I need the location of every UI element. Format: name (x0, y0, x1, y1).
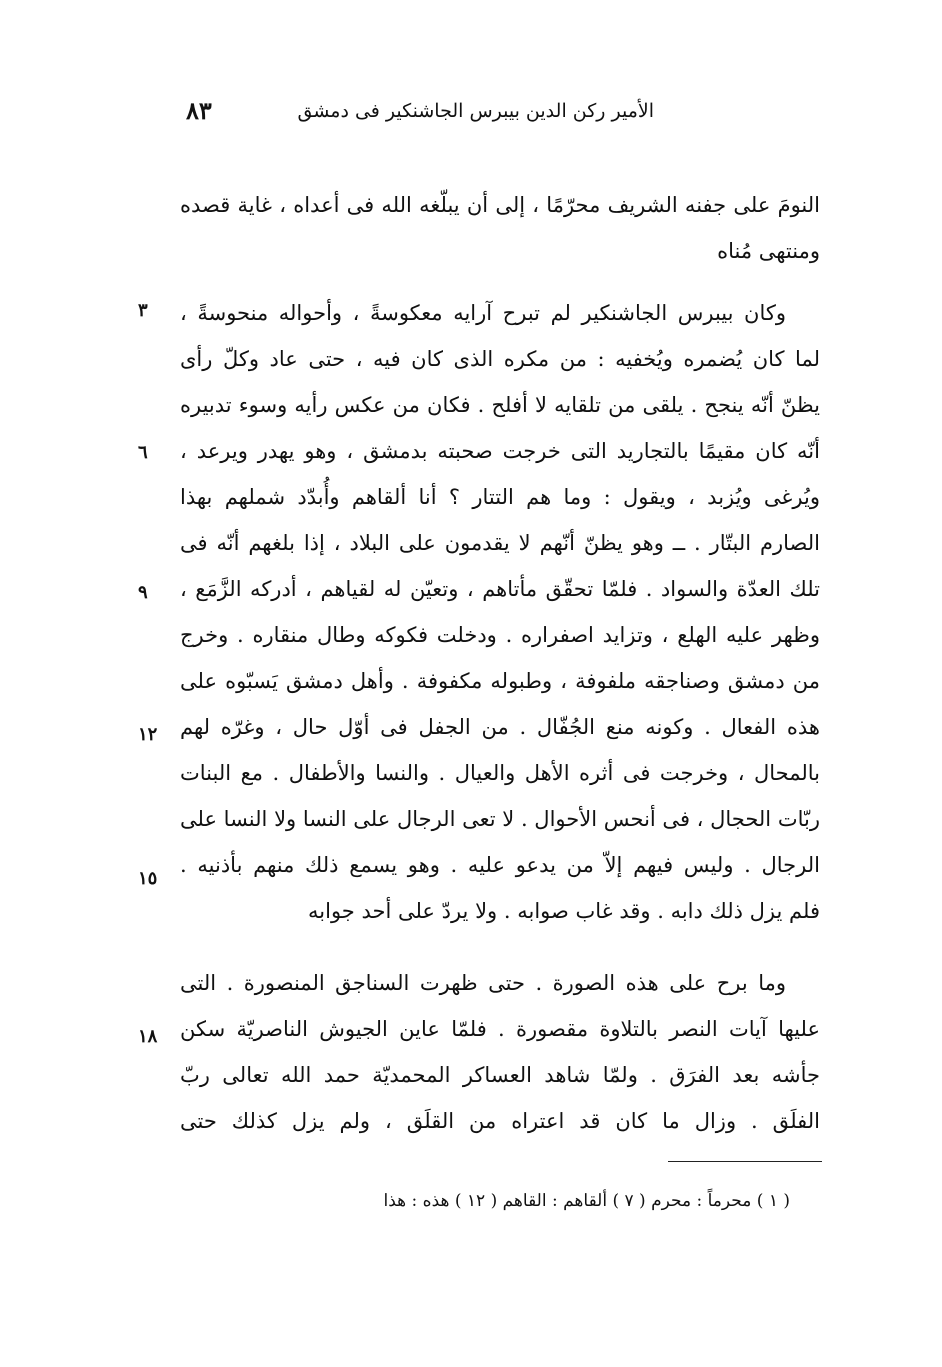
text-line: جأشه بعد الفرَق . ولمّا شاهد العساكر المحمديّة حمد الله تعالى ربّ (180, 1063, 820, 1087)
text-line: الرجال . وليس فيهم إلاّ من يدعو عليه . وهو يسمع ذلك منهم بأذنيه . (180, 853, 820, 877)
text-line: وكان بيبرس الجاشنكير لم تبرح آرايه معكوسةً ، وأحواله منحوسةً ، (180, 301, 786, 325)
text-line: فلم يزل ذلك دابه . وقد غاب صوابه . ولا يردّ على أحد جوابه (308, 899, 820, 923)
text-line: الفلَق . وزال ما كان قد اعتراه من القلَق ، ولم يزل كذلك حتى (180, 1109, 820, 1133)
text-line: ربّات الحجال ، فى أنحس الأحوال . لا تعى الرجال على النسا ولا النسا على (180, 807, 820, 831)
page-number: ٨٣ (186, 96, 212, 125)
text-line: عليها آيات النصر بالتلاوة مقصورة . فلمّا عاين الجيوش الناصريّة سكن (180, 1017, 820, 1041)
text-line: وظهر عليه الهلع ، وتزايد اصفراره . ودخلت فكوكه وطال منقاره . وخرج (180, 623, 820, 647)
margin-line-number: ١٨ (138, 1026, 158, 1047)
margin-line-number: ١٥ (138, 868, 158, 889)
margin-line-number: ٦ (138, 442, 148, 463)
text-line: بالمحال ، وخرجت فى أثره الأهل والعيال . والنسا والأطفال . مع البنات (180, 761, 820, 785)
text-line: يظنّ أنّه ينجح . يلقى من تلقايه لا أفلح . فكان من عكس رأيه وسوء تدبيره (180, 393, 820, 417)
margin-line-number: ١٢ (138, 724, 158, 745)
text-line: من دمشق وصناجقه ملفوفة ، وطبوله مكفوفة . وأهل دمشق يَسبّوه على (180, 669, 820, 693)
paragraph-3 (180, 960, 820, 1144)
text-line: هذه الفعال . وكونه منع الجُفّال . من الجفل فى أوّل حال ، وغرّه لهم (180, 715, 820, 739)
running-title: الأمير ركن الدين بيبرس الجاشنكير فى دمشق (297, 100, 654, 122)
paragraph-1 (180, 182, 820, 274)
footnote: ( ١ ) محرماً : محرم ( ٧ ) ألقاهم : القاهم ( ١٢ ) هذه : هذا (383, 1191, 790, 1211)
paragraph-2 (180, 290, 820, 934)
text-line: الصارم البتّار . ــ وهو يظنّ أنّهم لا يقدمون على البلاد ، إذا بلغهم أنّه فى (180, 531, 820, 555)
text-line: ومنتهى مُناه (717, 239, 820, 263)
margin-line-number: ٣ (138, 300, 148, 321)
footnote-separator (668, 1161, 822, 1162)
text-line: أنّه كان مقيمًا بالتجاريد التى خرجت صحبته بدمشق ، وهو يهدر ويرعد ، (180, 439, 820, 463)
text-line: ويُرغى ويُزبد ، ويقول : وما هم التتار ؟ أنا ألقاهم وأُبدّد شملهم بهذا (180, 485, 820, 509)
text-line: لما كان يُضمره ويُخفيه : من مكره الذى كان فيه ، حتى عاد وكلّ رأى (180, 347, 820, 371)
text-line: تلك العدّة والسواد . فلمّا تحقّق مأتاهم ، وتعيّن له لقياهم ، أدركه الزَّمَع ، (180, 577, 820, 601)
text-line: النومَ على جفنه الشريف محرّمًا ، إلى أن يبلّغه الله فى أعداه ، غاية قصده (180, 193, 820, 217)
margin-line-number: ٩ (138, 582, 148, 603)
text-line: وما برح على هذه الصورة . حتى ظهرت السناجق المنصورة . التى (180, 971, 786, 995)
